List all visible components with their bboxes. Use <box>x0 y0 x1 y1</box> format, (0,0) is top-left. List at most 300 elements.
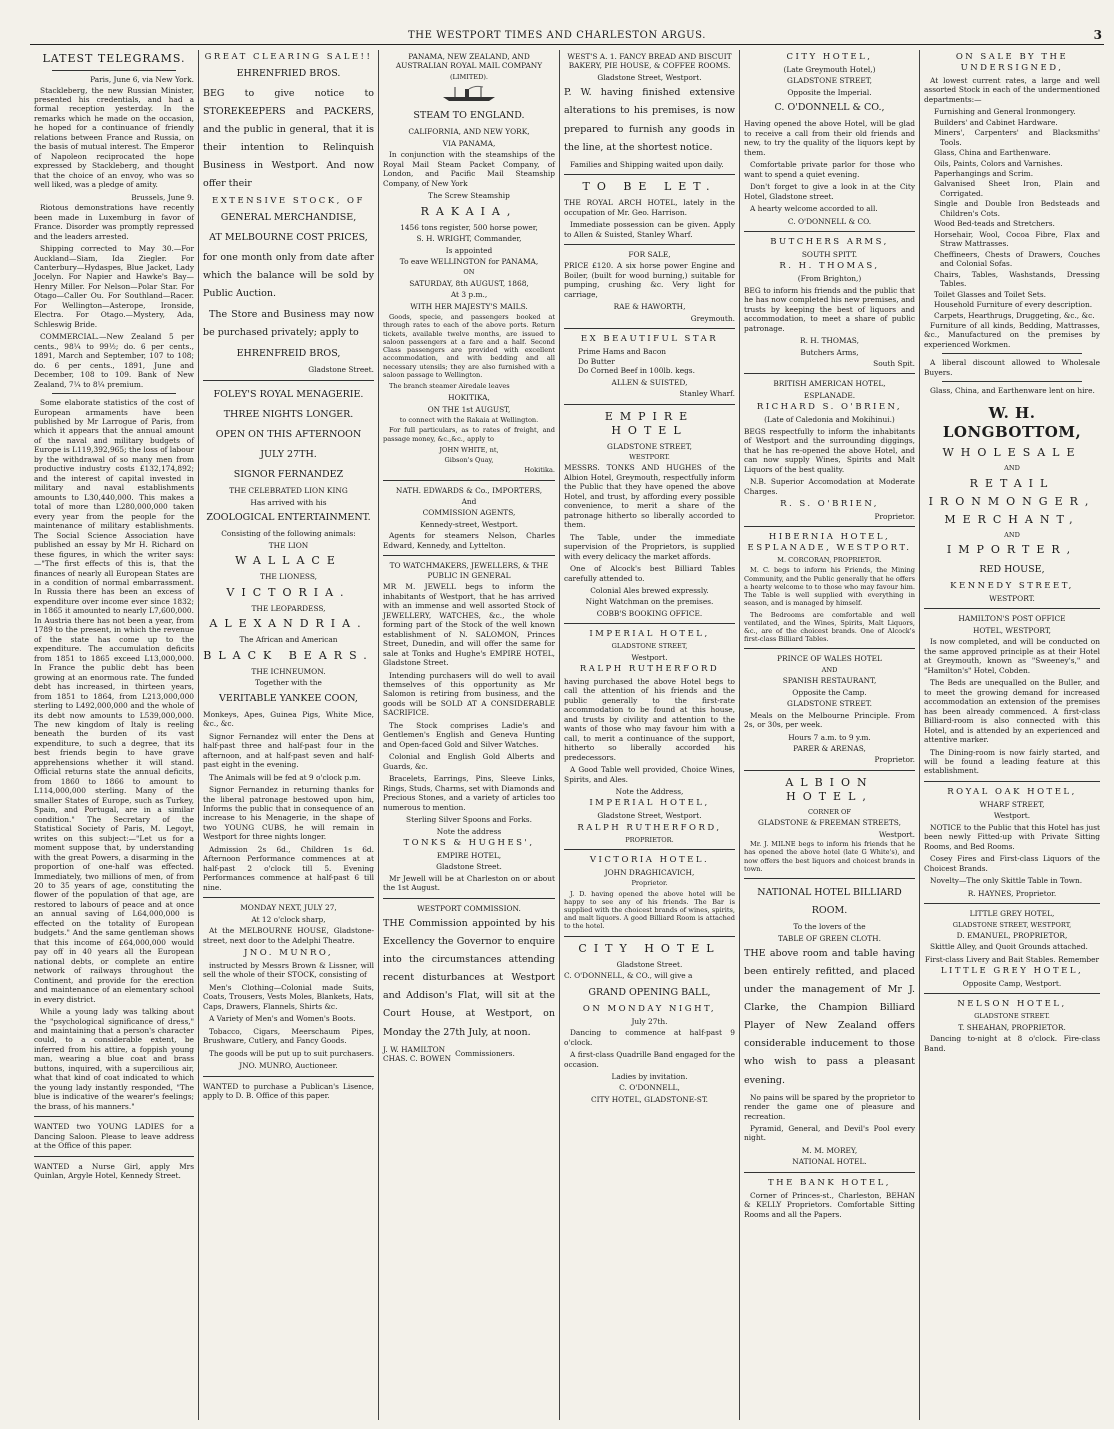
ad-line: Hokitika. <box>524 466 555 475</box>
ad-body: The Dining-room is now fairly started, and will be found a leading feature at this establishment. <box>924 747 1100 776</box>
ad-line: Gladstone Street, Westport. <box>597 811 702 821</box>
ad-body: In conjunction with the steamships of the Royal Mail Steam Packet Company, of London, and Pacific Mail Steamship Company, of New York <box>383 150 555 188</box>
ad-line: Do Butter <box>578 356 615 366</box>
ad-body: BEGS respectfully to inform the inhabitants of Westport and the surrounding diggings, that he has re-opened the above Hotel, and can now supply Wines, Spirits and Malt Liquors of the best quality. <box>744 426 915 474</box>
ad-heading: EMPIRE HOTEL <box>604 409 695 437</box>
ad-line: Do Corned Beef in 100lb. kegs. <box>578 366 695 376</box>
divider <box>942 381 1082 382</box>
ad-signature: M. M. MOREY, <box>801 1145 858 1155</box>
ad-line: IMPERIAL HOTEL, <box>589 798 710 809</box>
stock-list-item: Horsehair, Wool, Cocoa Fibre, Flax and Straw Mattrasses. <box>934 229 1100 249</box>
stock-list-item: Miners', Carpenters' and Blacksmiths' Tools. <box>934 128 1100 147</box>
ad-line: ON <box>463 268 475 277</box>
ad-line: JOHN DRAGHICAVICH, <box>604 867 695 877</box>
ad-line: Opposite the Camp. <box>792 687 867 697</box>
ad-body: THE Commission appointed by his Excellency the Governor to enquire into the circumstances attending recent disturbances at Westport and Addison's Flat, will sit at the Court House, at Westport, on Monday the 27th July, at noon. <box>383 918 555 1038</box>
ad-line: AT MELBOURNE COST PRICES, <box>209 232 368 244</box>
ad-body: Glass, China, and Earthenware lent on hire. <box>930 386 1095 396</box>
stock-list-item: Furnishing and General Ironmongery. <box>934 107 1076 117</box>
stock-list-item: Household Furniture of every description. <box>934 300 1093 310</box>
ad-body: Signor Fernandez in returning thanks for the liberal patronage bestowed upon him, Informs the public that in consequence of an increase to his Menagerie, in the shape of two YOUNG CUBS, he will remain in Westport for three nights longer. <box>203 785 374 842</box>
ad-line: Sterling Silver Spoons and Forks. <box>406 815 532 825</box>
column-3 <box>378 50 559 1420</box>
ad-signature: Proprietor. <box>874 511 915 521</box>
ad-line: SOUTH SPITT. <box>801 249 858 259</box>
ad-heading: THE BANK HOTEL, <box>768 1177 891 1188</box>
dateline: Paris, June 6, via New York. <box>90 75 194 85</box>
divider <box>744 878 915 879</box>
article-paragraph: Some elaborate statistics of the cost of European armaments have been published by Mr Larrogue of Paris, from which it appears that the annual amount of the naval and military budgets of Europe is L119,392,965; the loss of labour by the withdrawal of so many men from productive industry costs £132,174,892; and the interest of capital invested in military and naval establishments amounts to L30,440,000. This makes a total of more than L280,000,000 taken every year from the people for the maintenance of military establishments. The Social Science Association have published an essay by Mr H. Richard on these figures, in which the writer says:—"The first effects of this is, that the finances of nearly all European States are in a condition of normal embarrassment. In Russia there has been an excess of expenditure over income ever since 1832; in 1865 it amounted to nearly L7,600,000. In Austria there has not been a year, from 1789 to the present, in which the revenue of the state has come up to the expenditure. The accumulation deficits from 1851 to 1865 exceed L13,000,000. In France the public debt has been growing at an enormous rate. The funded debt has increased, in thirteen years, from 1851 to 1864, from L213,000,000 sterling to L492,000,000 and the whole of its debt now amounts to L539,000,000. The new kingdom of Italy is reeling beneath the burden of its vast expenditure, to such a degree, that its best friends begin to have grave apprehensions whether it will stand. Official returns state the annual deficits, from 1860 to 1866 to amount to L114,000,000 sterling. Many of the smaller States of Europe, such as Turkey, Spain, and Portugal, are in a similar condition." The Secretary of the Statistical Society of Paris, M. Legoyt, writes on this subject:—"Let us for a moment suppose that, by understanding with the great Powers, a disarming in the proportion of one-half was effected. Immediately, two millions of men, of from 20 to 35 years of age, constituting the flower of the population of that age, are restored to labours of peace and at once an annual saving of L64,000,000 is effected on the totality of European budgets." And the same gentleman shows that this income of £64,000,000 would pay off in 40 years all the European national debts, or complete an entire network of railways throughout the Continent, and provide for the erection and maintenance of an elementary school in every district. <box>34 398 194 1004</box>
ad-line: PROPRIETOR. <box>625 835 674 844</box>
ad-line: KENNEDY STREET, <box>950 581 1074 592</box>
ad-line: Note the address <box>436 826 502 836</box>
ad-line: CORNER OF <box>807 808 852 817</box>
ad-line: 1456 tons register, 500 horse power, <box>400 222 538 232</box>
ad-body: The Store and Business may now be purchased privately; apply to <box>203 309 374 339</box>
ad-body: Families and Shipping waited upon daily. <box>570 159 724 169</box>
ad-body: BEG to give notice to STOREKEEPERS and PACKERS, and the public in general, that it is their intention to Relinquish Business in Westport. And now offer their <box>203 87 374 190</box>
divider <box>564 244 735 245</box>
ad-heading: STEAM TO ENGLAND. <box>413 110 525 122</box>
ad-line: Westport. <box>878 829 915 839</box>
divider <box>744 648 915 649</box>
ad-line: COMMISSION AGENTS, <box>422 508 516 518</box>
ad-line: VERITABLE YANKEE COON, <box>219 692 358 704</box>
ad-body: J. D. having opened the above hotel will be happy to see any of his friends. The Bar is supplied with the choicest brands of wines, spirits, and malt liquors. A good Billiard Room is attached to the hotel. <box>564 889 735 931</box>
longbottom-name: W. H. LONGBOTTOM, <box>942 403 1082 441</box>
ad-heading: HIBERNIA HOTEL, ESPLANADE, WESTPORT. <box>747 532 912 554</box>
ad-line: GLADSTONE & FREEMAN STREETS, <box>758 818 901 828</box>
ad-line: GLADSTONE STREET. <box>974 1012 1050 1021</box>
ad-line: SPANISH RESTAURANT, <box>782 676 877 686</box>
divider <box>744 526 915 527</box>
column-4 <box>559 50 739 1420</box>
ad-body: Furniture of all kinds, Bedding, Mattrasses, &c., Manufactured on the premises by experienced Workmen. <box>924 321 1100 349</box>
ad-line: Opposite the Imperial. <box>787 87 872 97</box>
ad-heading: IMPERIAL HOTEL, <box>589 629 710 640</box>
ad-line: THE LION <box>268 540 309 550</box>
ad-body: Immediate possession can be given. Apply to Allen & Suisted, Stanley Wharf. <box>564 220 735 239</box>
ad-line: (LIMITED). <box>449 72 489 81</box>
advertisement: WANTED to purchase a Publican's Lisence, apply to D. B. Office of this paper. <box>203 1081 374 1101</box>
stock-list-item: Toilet Glasses and Toilet Sets. <box>934 289 1047 299</box>
ad-line: (Late of Caledonia and Mokihinui.) <box>764 415 895 425</box>
ad-line: GLADSTONE STREET, <box>607 441 692 451</box>
ad-signature: PARER & ARENAS, <box>793 743 866 753</box>
ad-body: Pyramid, General, and Devil's Pool every night. <box>744 1123 915 1143</box>
masthead <box>0 0 1114 46</box>
ad-line: GENERAL MERCHANDISE, <box>220 212 357 224</box>
ad-line: EXTENSIVE STOCK, OF <box>212 196 365 207</box>
divider <box>564 623 735 624</box>
ad-line: RED HOUSE, <box>979 564 1045 576</box>
ad-line: At 12 o'clock sharp, <box>251 914 326 924</box>
ad-signature: Stanley Wharf. <box>679 389 735 399</box>
ad-body: Bracelets, Earrings, Pins, Sleeve Links, Rings, Studs, Charms, set with Diamonds and Precious Stones, and a variety of articles too numerous to mention. <box>383 774 555 812</box>
ad-body: PRICE £120. A six horse power Engine and Boiler, (built for wood burning,) suitable for pumping, crushing &c. Very light for carriage, <box>564 261 735 299</box>
ad-body: At lowest current rates, a large and well assorted Stock in each of the undermentioned departments:— <box>924 75 1100 104</box>
divider <box>383 480 555 481</box>
ad-body: The Table, under the immediate supervision of the Proprietors, is supplied with every delicacy the market affords. <box>564 532 735 561</box>
ad-line: LITTLE GREY HOTEL, <box>940 966 1084 977</box>
ad-body: Skittle Alley, and Quoit Grounds attached. <box>930 942 1088 952</box>
ad-body: A Variety of Men's and Women's Boots. <box>209 1014 356 1024</box>
ad-line: WESTPORT. <box>989 593 1035 603</box>
ad-line: THE ICHNEUMON. <box>251 666 326 676</box>
page-number: 3 <box>1093 28 1102 42</box>
ad-body: A hearty welcome accorded to all. <box>750 204 878 214</box>
ad-body: having purchased the above Hotel begs to call the attention of his friends and the public generally to the first-rate accommodation to be found at this house, and trusts by civility and attention to the wants of those who may favour him with a call, to merit a continuance of the support, hitherto so liberally accorded his predecessors. <box>564 676 735 762</box>
ad-body: Meals on the Melbourne Principle. From 2s, or 30s, per week. <box>744 710 915 730</box>
stock-list-item: Cheffineers, Chests of Drawers, Couches and Colonial Sofas. <box>934 249 1100 269</box>
ad-body: Colonial and English Gold Alberts and Guards, &c. <box>383 752 555 771</box>
ad-heading: MONDAY NEXT, JULY 27, <box>240 903 337 913</box>
ad-body: instructed by Messrs Brown & Lissner, will sell the whole of their STOCK, consisting of <box>203 960 374 980</box>
ad-signature: Butchers Arms, <box>800 347 859 357</box>
ad-heading: SIGNOR FERNANDEZ <box>233 469 344 481</box>
ad-line: ON THE 1st AUGUST, <box>427 404 511 414</box>
divider <box>924 781 1100 782</box>
ad-body: N.B. Superior Accomodation at Moderate Charges. <box>744 477 915 496</box>
ad-heading: FOLEY'S ROYAL MENAGERIE. <box>213 388 364 400</box>
ad-heading: PRINCE OF WALES HOTEL <box>777 654 882 664</box>
ad-signature: South Spit. <box>873 358 915 368</box>
ad-line: RALPH RUTHERFORD, <box>577 822 722 833</box>
ad-line: Colonial Ales brewed expressly. <box>590 586 709 595</box>
ad-body: Mr Jewell will be at Charleston on or about the 1st August. <box>383 873 555 893</box>
ad-body: Dancing to commence at half-past 9 o'clock. <box>564 1028 735 1047</box>
ad-body: Don't forget to give a look in at the City Hotel, Gladstone street. <box>744 182 915 201</box>
divider <box>52 393 176 394</box>
stock-list <box>924 107 1100 320</box>
ad-body: The Bedrooms are comfortable and well ventilated, and the Wines, Spirits, Malt Liquors, &c., are of the choicest brands. One of Alcock's first-class Billiard Tables. <box>744 610 915 644</box>
ad-line: S. H. WRIGHT, Commander, <box>416 234 522 244</box>
ad-heading: HAMILTON'S POST OFFICE <box>958 614 1066 624</box>
ad-body: A liberal discount allowed to Wholesale Buyers. <box>924 358 1100 377</box>
stock-list-item: Carpets, Hearthrugs, Druggeting, &c., &c. <box>934 310 1095 320</box>
ad-line: Consisting of the following animals: <box>221 529 356 539</box>
ad-line: To the lovers of the <box>793 922 866 932</box>
ad-body: Signor Fernandez will enter the Dens at half-past three and half-past four in the afternoon, and at half-past seven and half-past eight in the evening. <box>203 731 374 770</box>
ad-line: To eave WELLINGTON for PANAMA, <box>399 256 539 266</box>
commissioners-signature <box>383 1045 555 1064</box>
ad-signature: R. HAYNES, Proprietor. <box>967 888 1057 898</box>
ad-line: CALIFORNIA, AND NEW YORK, <box>408 127 530 137</box>
column-5 <box>739 50 919 1420</box>
advertisement: WANTED two YOUNG LADIES for a Dancing Saloon. Please to leave address at the Office of this paper. <box>34 1122 194 1151</box>
ad-heading: WEST'S A. 1. FANCY BREAD AND BISCUIT BAKERY, PIE HOUSE, & COFFEE ROOMS. <box>567 52 732 71</box>
telegrams-heading: LATEST TELEGRAMS. <box>42 52 186 65</box>
divider <box>564 328 735 329</box>
ad-line: Westport. <box>993 811 1031 821</box>
ad-line: HOTEL, WESTPORT, <box>972 625 1052 635</box>
stock-list-item: Builders' and Cabinet Hardware. <box>934 117 1058 127</box>
divider <box>924 608 1100 609</box>
animal-name: BLACK BEARS. <box>203 648 374 662</box>
ad-signature: Proprietor. <box>874 755 915 765</box>
ad-line: GLADSTONE STREET, <box>611 642 688 651</box>
steamship-icon <box>439 85 499 103</box>
ad-line: VIA PANAMA, <box>442 138 496 148</box>
ad-heading: BRITISH AMERICAN HOTEL, <box>773 379 886 389</box>
ad-line: ESPLANADE. <box>803 390 856 400</box>
ad-body: NOTICE to the Public that this Hotel has just been newly Fitted-up with Private Sitting Rooms, and Bed Rooms. <box>924 822 1100 851</box>
ad-signature: JNO. MUNRO, Auctioneer. <box>239 1061 338 1071</box>
ad-line: WHOLESALE <box>942 446 1082 460</box>
ad-heading: ON SALE BY THE UNDERSIGNED, <box>955 52 1069 73</box>
ad-line: At 3 p.m., <box>450 290 488 300</box>
stock-list-item: Glass, China and Earthenware. <box>934 148 1051 158</box>
divider <box>564 404 735 405</box>
ad-heading: JNO. MUNRO, <box>243 948 334 959</box>
ad-line: TABLE OF GREEN CLOTH. <box>778 933 881 943</box>
ad-line: D. EMANUEL, PROPRIETOR, <box>956 930 1068 940</box>
stock-list-item: Wood Bed-teads and Stretchers. <box>934 219 1055 229</box>
ad-line: Hours 7 a.m. to 9 y.m. <box>788 732 871 742</box>
ad-line: (Late Greymouth Hotel,) <box>783 64 876 74</box>
divider <box>924 993 1100 994</box>
stock-list-item: Chairs, Tables, Washstands, Dressing Tables. <box>934 269 1100 289</box>
divider <box>383 898 555 899</box>
article-paragraph: Stackleberg, the new Russian Minister, presented his credentials, and had a formal reception yesterday. In the remarks which he made on the occasion, he hoped for a continuance of friendly relations between France and Russia, on the basis of mutual interest. The Emperor of Napoleon reciprocated the hope expressed by Stackleberg, and thought that the choice of an envoy, who was so well liked, was a pledge of amity. <box>34 85 194 190</box>
ad-line: WHARF STREET, <box>979 799 1045 809</box>
ad-body: The Animals will be fed at 9 o'clock p.m. <box>209 772 361 782</box>
ad-body: Cosey Fires and First-class Liquors of the Choicest Brands. <box>924 854 1100 873</box>
ad-body: A Good Table well provided, Choice Wines, Spirits, and Ales. <box>564 765 735 784</box>
ad-signature: R. H. THOMAS, <box>800 336 859 346</box>
ad-heading: NATIONAL HOTEL BILLIARD ROOM. <box>757 887 902 917</box>
divider <box>942 353 1082 354</box>
ad-body: Goods, specie, and passengers booked at through rates to each of the above ports. Return tickets, available twelve months, are issued to saloon passengers at a fare and a half. Second Class passengers are provided with excellent accommodation, and with bedding and all necessary utensils; they are also furnished with a saloon passage to Wellington. <box>383 313 555 379</box>
ad-signature: RAE & HAWORTH, <box>613 302 686 312</box>
ad-heading: PANAMA, NEW ZEALAND, AND AUSTRALIAN ROYAL MAIL COMPANY <box>395 52 543 71</box>
ad-body: Intending purchasers will do well to avail themselves of this opportunity as Mr Salomon is retiring from business, and the goods will be SOLD AT A CONSIDERABLE SACRIFICE. <box>383 670 555 718</box>
ad-line: TONKS & HUGHES', <box>403 838 535 849</box>
ad-line: Opposite Camp, Westport. <box>962 979 1062 989</box>
ad-signature: NATIONAL HOTEL. <box>792 1157 867 1167</box>
ad-line: JULY 27TH. <box>260 449 317 461</box>
ad-body: The Stock comprises Ladie's and Gentlemen's English and Geneva Hunting and Open-faced Gold and Silver Watches. <box>383 720 555 749</box>
divider <box>744 231 915 232</box>
dateline: Brussels, June 9. <box>131 192 194 202</box>
ad-heading: ALBION HOTEL, <box>785 775 874 803</box>
ad-line: THREE NIGHTS LONGER. <box>223 408 354 420</box>
ad-heading: NATH. EDWARDS & Co., IMPORTERS, <box>395 485 543 495</box>
divider <box>52 70 176 71</box>
ad-body: MR M. JEWELL begs to inform the inhabitants of Westport, that he has arrived with an immense and well assorted Stock of JEWELLERY, WATCHES, &c., the whole forming part of the Stock of the well known establishment of N. SALOMON, Princes Street, Dunedin, and will offer the same for sale at Tonks and Hughe's EMPIRE HOTEL, Gladstone Street. <box>383 582 555 668</box>
ad-heading: VICTORIA HOTEL. <box>589 854 710 865</box>
ad-line: GLADSTONE STREET, <box>787 76 872 86</box>
ad-body: A first-class Quadrille Band engaged for the occasion. <box>564 1050 735 1069</box>
ad-body: Agents for steamers Nelson, Charles Edward, Kennedy, and Lyttelton. <box>383 531 555 550</box>
ad-body: Monkeys, Apes, Guinea Pigs, White Mice, &c., &c. <box>203 709 374 729</box>
ad-line: JOHN WHITE, nt, <box>439 445 499 454</box>
ad-line: And <box>461 497 477 507</box>
article-paragraph: Shipping corrected to May 30.—For Auckland—Siam, Ida Ziegler. For Canterbury—Hydaspes, Blue Jacket, Lady Jocelyn. For Napier and Hawke's Bay—Henry Miller. For Nelson—Polar Star. For Otago—Caller Ou. For Southland—Racer. For Wellington—Asterope, Ironside, Electra. For Otago.—Mystery, Ada, Schleswig Bride. <box>34 244 194 329</box>
ad-line: Gibson's Quay, <box>444 456 494 465</box>
divider <box>383 555 555 556</box>
ad-line: THE LIONESS, <box>260 572 317 582</box>
ad-body: P. W. having finished extensive alterations to his premises, is now prepared to furnish any goods in the line, at the shortest notice. <box>564 87 735 153</box>
ad-signature: Greymouth. <box>690 313 735 323</box>
ad-line: RICHARD S. O'BRIEN, <box>756 402 903 413</box>
divider <box>744 1172 915 1173</box>
animal-name: VICTORIA. <box>226 585 351 599</box>
column-6 <box>919 50 1104 1420</box>
ad-line: Has arrived with his <box>250 497 327 507</box>
ad-line: Is appointed <box>445 245 493 255</box>
ad-line: Proprietor. <box>631 879 668 888</box>
divider <box>203 897 374 898</box>
ad-line: Westport. <box>631 652 668 662</box>
ad-body: Having opened the above Hotel, will be glad to receive a call from their old friends and new, to try the quality of the liquors kept by them. <box>744 119 915 157</box>
ad-line: WESTPORT. <box>629 453 670 462</box>
ad-line: ZOOLOGICAL ENTERTAINMENT. <box>206 512 371 524</box>
ad-line: IMPORTER, <box>946 542 1078 556</box>
ad-body: The branch steamer Airedale leaves <box>389 381 510 390</box>
newspaper-title: THE WESTPORT TIMES AND CHARLESTON ARGUS. <box>407 30 706 41</box>
ad-heading: RALPH RUTHERFORD <box>579 663 720 674</box>
article-paragraph: Riotous demonstrations have recently been made in Luxemburg in favor of France. Disorder was promptly repressed and the leaders arrested. <box>34 203 194 241</box>
ad-line: EMPIRE HOTEL, <box>436 850 502 860</box>
ad-line: OPEN ON THIS AFTERNOON <box>215 429 362 441</box>
divider <box>564 936 735 937</box>
ad-body: At the MELBOURNE HOUSE, Gladstone-street, next door to the Adelphi Theatre. <box>203 926 374 945</box>
ad-line: RETAIL <box>969 476 1055 490</box>
ad-body: Tobacco, Cigars, Meerschaum Pipes, Brushware, Cutlery, and Fancy Goods. <box>203 1026 374 1046</box>
article-paragraph: While a young lady was talking about the "psychological significance of dress," and maintaining that a person's character could, to a considerable extent, be inferred from his attire, a foppish young man, wearing a blue coat and brass buttons, inquired, with a supercilious air, what that kind of coat indicated to which the young lady instantly responded, "The blue is indicative of the wearer's feelings; the brass, of his manners." <box>34 1007 194 1111</box>
divider <box>203 1076 374 1077</box>
ad-line: Prime Hams and Bacon <box>578 347 667 357</box>
ad-body: Corner of Princes-st., Charleston, BEHAN & KELLY Proprietors. Comfortable Sitting Rooms and all the Papers. <box>744 1190 915 1219</box>
ad-line: SATURDAY, 8th AUGUST, 1868, <box>409 278 529 288</box>
ad-signature: CITY HOTEL, GLADSTONE-ST. <box>590 1094 709 1104</box>
top-rule <box>30 44 1104 45</box>
animal-name: ALEXANDRIA. <box>209 617 368 631</box>
ad-line: Gladstone Street, Westport. <box>597 72 702 82</box>
ad-line: AND <box>821 665 838 674</box>
ad-body: For full particulars, as to rates of freight, and passage money, &c.,&c., apply to <box>383 426 555 443</box>
divider <box>564 849 735 850</box>
ad-signature: J. W. HAMILTON <box>383 1044 446 1054</box>
ad-body: Mr. J. MILNE begs to inform his friends that he has opened the above hotel (late G White's), and now offers the best liquors and choicest brands in town. <box>744 840 915 873</box>
stock-list-item: Oils, Paints, Colors and Varnishes. <box>934 158 1063 168</box>
ad-line: M. CORCORAN, PROPRIETOR. <box>777 556 882 565</box>
ad-body: Novelty—The only Skittle Table in Town. <box>930 876 1083 886</box>
ad-heading: TO BE LET. <box>582 180 717 194</box>
ad-body: BEG to inform his friends and the public that he has now completed his new premises, and trusts by keeping the best of liquors and accommodation, to meet a share of public patronage. <box>744 285 915 333</box>
ad-line: COBB'S BOOKING OFFICE. <box>596 608 703 618</box>
ad-signature: CHAS. C. BOWEN <box>383 1054 452 1064</box>
article-paragraph: COMMERCIAL.—New Zealand 5 per cents., 98¼ to 99½; do. 6 per cents., 1891, March and September, 107 to 108; do. 6 per cents., 1891, June and December, 108 to 109. Bank of New Zealand, 7¼ to 8¼ premium. <box>34 332 194 389</box>
ad-signature: EHRENFREID BROS, <box>236 348 341 360</box>
ad-line: Night Watchman on the premises. <box>585 597 714 607</box>
ad-line: THE CELEBRATED LION KING <box>229 486 348 496</box>
ad-line: Gladstone Street. <box>616 959 683 969</box>
ad-heading: EX BEAUTIFUL STAR <box>580 334 719 345</box>
ad-line: AND <box>1004 464 1020 473</box>
ad-line: ON MONDAY NIGHT, <box>582 1003 717 1014</box>
divider <box>34 1116 194 1117</box>
ad-line: to connect with the Rakaia at Wellington. <box>399 416 539 425</box>
ad-line: GRAND OPENING BALL, <box>588 986 711 998</box>
ad-line: THE LEOPARDESS, <box>251 603 326 613</box>
ad-line: WITH HER MAJESTY'S MAILS. <box>410 301 528 311</box>
ad-line: MERCHANT, <box>944 512 1080 526</box>
ad-heading: CITY HOTEL <box>578 941 721 955</box>
ad-signature: ALLEN & SUISTED, <box>611 377 688 387</box>
ad-heading: EHRENFRIED BROS. <box>236 67 341 79</box>
ad-body: M. C. begs to inform his Friends, the Mining Community, and the Public generally that he offers a hearty welcome to to those who may favour him. The Table is well supplied with everything in season, and is managed by himself. <box>744 566 915 608</box>
divider <box>924 903 1100 904</box>
ad-line: Note the Address, <box>615 787 684 797</box>
ad-signature: C. O'DONNELL, <box>619 1083 680 1093</box>
ad-body: No pains will be spared by the proprietor to render the game one of pleasure and recreation. <box>744 1092 915 1121</box>
ad-heading: LITTLE GREY HOTEL, <box>969 909 1055 919</box>
ad-body: Men's Clothing—Colonial made Suits, Coats, Trousers, Vests Moles, Blankets, Hats, Caps, Drawers, Flannels, Shirts &c. <box>203 982 374 1011</box>
ad-heading: TO WATCHMAKERS, JEWELLERS, & THE PUBLIC IN GENERAL <box>389 561 549 580</box>
ad-line: R. H. THOMAS, <box>779 261 880 272</box>
ad-line: GLADSTONE STREET. <box>787 699 872 709</box>
ad-line: Ladies by invitation. <box>611 1071 688 1081</box>
ad-heading: NELSON HOTEL, <box>957 999 1067 1010</box>
ad-signature: Commissioners. <box>455 1049 515 1059</box>
ad-line: Together with the <box>255 678 322 688</box>
ship-name: RAKAIA, <box>420 204 518 218</box>
ad-line: The Screw Steamship <box>428 191 510 201</box>
ad-heading: BUTCHERS ARMS, <box>770 237 889 248</box>
divider <box>203 380 374 381</box>
ad-heading: C. O'DONNELL & CO., <box>774 102 885 114</box>
divider <box>744 770 915 771</box>
ad-signature: Gladstone Street. <box>308 365 374 375</box>
ad-body: THE ROYAL ARCH HOTEL, lately in the occupation of Mr. Geo. Harrison. <box>564 198 735 217</box>
ad-line: HOKITIKA, <box>448 393 490 403</box>
ad-line: (From Brighton,) <box>797 274 862 284</box>
ad-body: for one month only from date after which the balance will be sold by Public Auction. <box>203 252 374 300</box>
ad-body: Admission 2s 6d., Children 1s 6d. Afternoon Performance commences at at half-past 2 o'clock till 5. Evening Performances commence at half-past 6 till nine. <box>203 844 374 892</box>
animal-name: WALLACE <box>235 554 342 568</box>
ad-heading: ROYAL OAK HOTEL, <box>947 786 1077 797</box>
ad-line: Gladstone Street. <box>436 862 502 872</box>
ad-body: MESSRS. TONKS AND HUGHES of the Albion Hotel, Greymouth, respectfully inform the Public that they have opened the above Hotel, and trust, by affording every possible convenience, to merit a share of the patronage hitherto so liberally accorded to them. <box>564 463 735 530</box>
ad-body: Dancing to-night at 8 o'clock. Fire-class Band. <box>924 1034 1100 1053</box>
ad-heading: WESTPORT COMMISSION. <box>417 903 521 913</box>
advertisement: WANTED a Nurse Girl, apply Mrs Quinlan, Argyle Hotel, Kennedy Street. <box>34 1161 194 1181</box>
stock-list-item: Paperhangings and Scrim. <box>934 168 1034 178</box>
ad-line: The African and American <box>239 635 338 645</box>
ad-line: Kennedy-street, Westport. <box>420 519 518 529</box>
ad-heading: GREAT CLEARING SALE!! <box>204 52 373 62</box>
divider <box>744 373 915 374</box>
steamship-illustration <box>383 85 555 103</box>
ad-body: THE above room and table having been entirely refitted, and placed under the management of Mr J. Clarke, the Champion Billiard Player of New Zealand offers considerable inducement to those who wish to pass a pleasant evening. <box>744 948 915 1086</box>
ad-body: The goods will be put up to suit purchasers. <box>209 1048 374 1058</box>
ad-signature: R. S. O'BRIEN, <box>780 499 879 510</box>
ad-signature: C. O'DONNELL & CO. <box>787 216 872 226</box>
divider <box>564 174 735 175</box>
ad-line: First-class Livery and Bait Stables. Remember <box>924 954 1100 964</box>
stock-list-item: Single and Double Iron Bedsteads and Children's Cots. <box>934 199 1100 218</box>
ad-body: Comfortable private parlor for those who want to spend a quiet evening. <box>744 160 915 179</box>
ad-body: C. O'DONNELL, & CO., will give a <box>564 971 693 981</box>
divider <box>34 1156 194 1157</box>
ad-line: AND <box>1004 530 1020 539</box>
ad-heading: FOR SALE, <box>628 250 671 260</box>
column-1 <box>30 50 198 1420</box>
ad-body: The Beds are unequalled on the Buller, and to meet the growing demand for increased accommodation an extension of the premises has been already commenced. A first-class Billiard-room is also connected with this Hotel, and is attended by an experienced and attentive marker. <box>924 678 1100 745</box>
ad-line: IRONMONGER, <box>928 494 1096 508</box>
